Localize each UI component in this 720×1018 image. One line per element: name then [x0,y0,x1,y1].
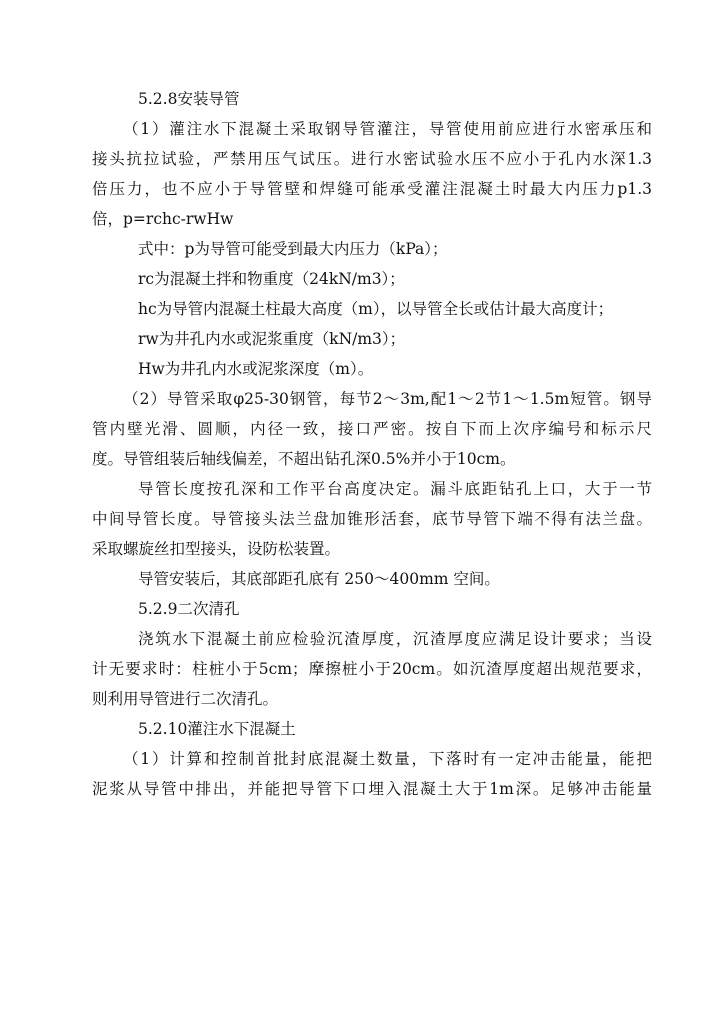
text-line: （1）计算和控制首批封底混凝土数量，下落时有一定冲击能量，能把 [123,750,652,768]
section-heading-5-2-8: 5.2.8安装导管 [138,90,240,108]
text-line: 则利用导管进行二次清孔。 [92,690,279,708]
text-line: rw为井孔内水或泥浆重度（kN/m3）； [138,330,406,348]
text-line: 计无要求时：柱桩小于5cm；摩擦桩小于20cm。如沉渣厚度超出规范要求， [92,660,652,678]
text-line: 接头抗拉试验，严禁用压气试压。进行水密试验水压不应小于孔内水深1.3 [92,150,652,168]
section-heading-5-2-10: 5.2.10灌注水下混凝土 [138,720,296,738]
text-line: 中间导管长度。导管接头法兰盘加锥形活套，底节导管下端不得有法兰盘。 [92,510,652,528]
text-line: 度。导管组装后轴线偏差，不超出钻孔深0.5%并小于10cm。 [92,450,516,468]
paragraph-5-2-8-1 [92,114,652,234]
text-line: 式中：p为导管可能受到最大内压力（kPa）； [138,240,448,258]
text-line: 倍，p=rchc-rwHw [92,210,234,228]
paragraph-5-2-8-3 [92,474,652,564]
text-line: （1）灌注水下混凝土采取钢导管灌注，导管使用前应进行水密承压和 [123,120,652,138]
paragraph-5-2-8-4: 导管安装后，其底部距孔底有 250～400mm 空间。 [138,570,500,588]
text-line: Hw为井孔内水或泥浆深度（m）。 [138,360,374,378]
text-line: 倍压力，也不应小于导管壁和焊缝可能承受灌注混凝土时最大内压力p1.3 [92,180,652,198]
text-line: 采取螺旋丝扣型接头，设防松装置。 [92,540,341,558]
paragraph-5-2-10-1 [92,744,652,804]
document-body [92,84,652,804]
text-line: 浇筑水下混凝土前应检验沉渣厚度，沉渣厚度应满足设计要求；当设 [138,630,652,648]
formula-definitions [92,234,652,384]
text-line: （2）导管采取φ25-30钢管，每节2～3m,配1～2节1～1.5m短管。钢导 [123,390,652,408]
text-line: rc为混凝土拌和物重度（24kN/m3）； [138,270,405,288]
text-line: 管内壁光滑、圆顺，内径一致，接口严密。按自下而上次序编号和标示尺 [92,420,652,438]
text-line: 泥浆从导管中排出，并能把导管下口埋入混凝土大于1m深。足够冲击能量 [92,780,652,798]
paragraph-5-2-9-1 [92,624,652,714]
section-heading-5-2-9: 5.2.9二次清孔 [138,600,240,618]
paragraph-5-2-8-2 [92,384,652,474]
text-line: 导管长度按孔深和工作平台高度决定。漏斗底距钻孔上口，大于一节 [138,480,652,498]
text-line: hc为导管内混凝土柱最大高度（m），以导管全长或估计最大高度计； [138,300,614,318]
